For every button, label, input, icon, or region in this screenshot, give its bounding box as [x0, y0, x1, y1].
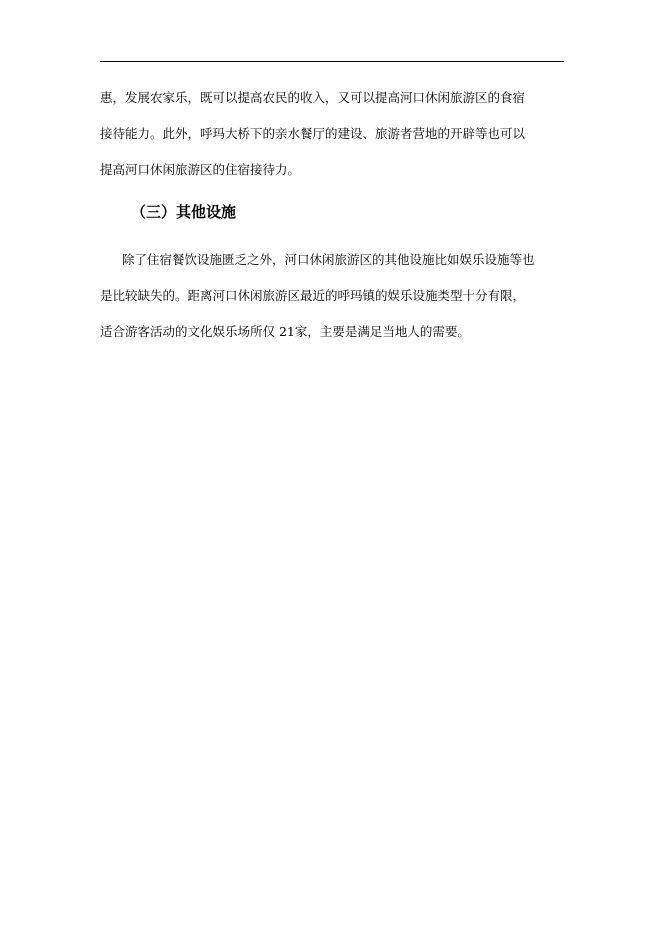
- paragraph-line: 除了住宿餐饮设施匮乏之外，河口休闲旅游区的其他设施比如娱乐设施等也: [122, 252, 535, 267]
- section-heading: （三）其他设施: [131, 203, 237, 221]
- paragraph-line: 惠，发展农家乐，既可以提高农民的收入，又可以提高河口休闲旅游区的食宿: [100, 90, 526, 105]
- header-rule: [100, 61, 564, 62]
- paragraph-accommodation: [100, 80, 570, 188]
- paragraph-line: 适合游客活动的文化娱乐场所仅 21家，主要是满足当地人的需要。: [100, 324, 470, 339]
- paragraph-line: 是比较缺失的。距离河口休闲旅游区最近的呼玛镇的娱乐设施类型十分有限，: [100, 288, 526, 303]
- paragraph-line: 接待能力。此外，呼玛大桥下的亲水餐厅的建设、旅游者营地的开辟等也可以: [100, 126, 526, 141]
- paragraph-other-facilities: [100, 242, 570, 350]
- paragraph-line: 提高河口休闲旅游区的住宿接待力。: [100, 162, 301, 177]
